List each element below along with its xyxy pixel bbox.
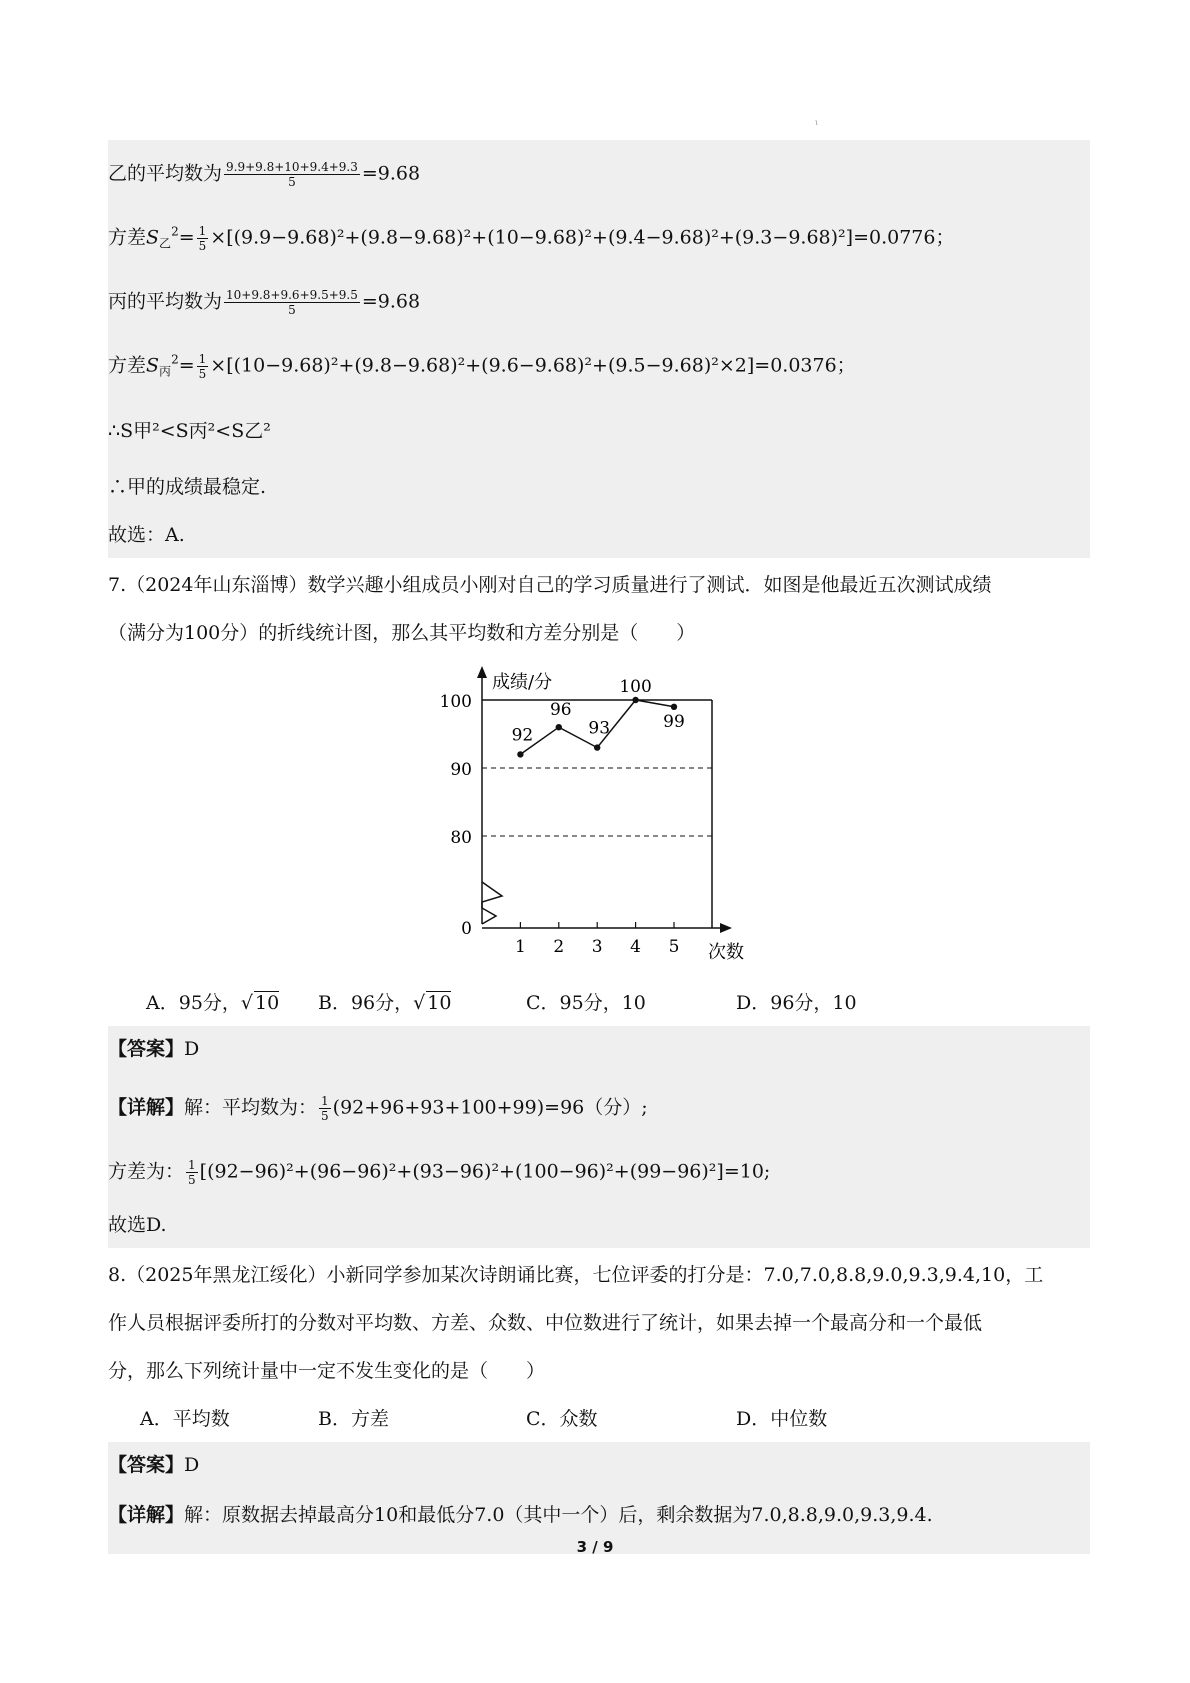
q7-option-a[interactable]: A．95分，√ 10 xyxy=(146,992,280,1014)
score-line-chart xyxy=(430,660,750,970)
c-mean-label: 丙的平均数为 xyxy=(108,290,223,313)
answer-tag: 【答案】 xyxy=(108,1454,185,1476)
q7-option-c[interactable]: C．95分，10 xyxy=(526,992,646,1014)
q7-answer-value: D xyxy=(184,1038,200,1060)
q7-answer-shade xyxy=(108,1026,1090,1248)
q7-choice-line: 故选D. xyxy=(108,1214,167,1236)
header-mark: ι xyxy=(815,118,819,127)
q7-option-b[interactable]: B．96分，√ 10 xyxy=(318,992,452,1014)
b-mean-fraction xyxy=(224,160,360,189)
q7-option-d[interactable]: D．96分，10 xyxy=(736,992,857,1014)
b-variance-line: 方差$S_乙^2=$ $\frac{1}{5}$ ×[(9.9−9.68)²+(9.8−9.68)²+(10−9.68)²+(9.4−9.68)²+(9.3−9.68)²]=0.0776； xyxy=(108,224,955,253)
q7-detail-mean-line: 【详解】解：平均数为： $\frac{1}{5}$ (92+96+93+100+99)=96（分）; xyxy=(108,1094,648,1123)
c-mean-denominator: 5 xyxy=(288,303,296,317)
q8-option-c[interactable]: C．众数 xyxy=(526,1408,598,1430)
data-point-1 xyxy=(517,751,523,757)
b-mean-line xyxy=(108,160,420,189)
page-number: 3 / 9 xyxy=(576,1538,614,1556)
detail-tag: 【详解】 xyxy=(108,1504,185,1526)
data-point-2 xyxy=(556,724,562,730)
axis-break xyxy=(482,882,502,924)
xtick-label-3: 3 xyxy=(591,937,603,957)
xtick-label-4: 4 xyxy=(630,937,642,957)
q8-stem-line-2: 作人员根据评委所打的分数对平均数、方差、众数、中位数进行了统计，如果去掉一个最高分和一个最低 xyxy=(108,1312,983,1334)
q8-answer-value: D xyxy=(184,1454,200,1476)
therefore-stable-line: ∴甲的成绩最稳定. xyxy=(108,476,267,498)
ytick-0: 0 xyxy=(461,919,472,939)
ytick-90: 90 xyxy=(450,760,472,780)
ytick-100: 100 xyxy=(439,692,472,712)
q8-answer-line xyxy=(108,1452,199,1478)
y-axis-title: 成绩/分 xyxy=(492,672,553,693)
c-variance-line: 方差$S_丙^2=$ $\frac{1}{5}$ ×[(10−9.68)²+(9.8−9.68)²+(9.6−9.68)²+(9.5−9.68)²×2]=0.0376； xyxy=(108,352,856,381)
c-var-label: 方差 xyxy=(108,354,147,377)
c-mean-line xyxy=(108,288,420,317)
choice-line-a: 故选：A. xyxy=(108,524,185,546)
b-mean-result: =9.68 xyxy=(361,162,421,185)
q8-option-b[interactable]: B．方差 xyxy=(318,1408,389,1430)
b-var-label: 方差 xyxy=(108,226,147,249)
b-var-expr: [(9.9−9.68)²+(9.8−9.68)²+(10−9.68)²+(9.4−9.68)²+(9.3−9.68)²]=0.0776； xyxy=(226,226,955,249)
q8-option-a[interactable]: A．平均数 xyxy=(140,1408,230,1430)
answer-tag: 【答案】 xyxy=(108,1038,185,1060)
xtick-label-2: 2 xyxy=(553,937,565,957)
data-label-3: 93 xyxy=(588,718,611,739)
q7-answer-line xyxy=(108,1036,199,1062)
xtick-label-5: 5 xyxy=(668,937,680,957)
q8-option-d[interactable]: D．中位数 xyxy=(736,1408,828,1430)
y-axis-arrow xyxy=(477,666,487,678)
c-mean-result: =9.68 xyxy=(361,290,421,313)
sqrt-icon: √ xyxy=(413,992,426,1014)
b-mean-denominator: 5 xyxy=(288,175,296,189)
therefore-variance-line: ∴S甲²<S丙²<S乙² xyxy=(108,420,271,442)
q8-stem-line-3: 分，那么下列统计量中一定不发生变化的是（ ） xyxy=(108,1360,546,1382)
q8-stem-line-1: 8.（2025年黑龙江绥化）小新同学参加某次诗朗诵比赛，七位评委的打分是：7.0,7.0,8.8,9.0,9.3,9.4,10，工 xyxy=(108,1264,1044,1286)
ytick-80: 80 xyxy=(450,828,472,848)
data-point-4 xyxy=(632,697,638,703)
c-var-sub: 丙 xyxy=(159,364,172,379)
q7-detail-variance-line: 方差为： $\frac{1}{5}$ [(92−96)²+(96−96)²+(93−96)²+(100−96)²+(99−96)²]=10; xyxy=(108,1158,771,1187)
data-label-5: 99 xyxy=(663,711,685,732)
detail-tag: 【详解】 xyxy=(108,1096,185,1119)
c-mean-numerator: 10+9.8+9.6+9.5+9.5 xyxy=(226,288,358,302)
data-point-3 xyxy=(594,744,600,750)
b-mean-numerator: 9.9+9.8+10+9.4+9.3 xyxy=(226,160,358,174)
x-axis-arrow xyxy=(720,923,732,933)
b-var-sub: 乙 xyxy=(159,236,172,251)
data-label-2: 96 xyxy=(549,700,572,721)
b-mean-label: 乙的平均数为 xyxy=(108,162,223,185)
c-var-expr: [(10−9.68)²+(9.8−9.68)²+(9.6−9.68)²+(9.5−9.68)²×2]=0.0376； xyxy=(226,354,856,377)
q7-stem-line-2: （满分为100分）的折线统计图，那么其平均数和方差分别是（ ） xyxy=(108,622,696,644)
data-label-4: 100 xyxy=(619,677,652,697)
q8-detail-line: 【详解】解：原数据去掉最高分10和最低分7.0（其中一个）后，剩余数据为7.0,8.8,9.0,9.3,9.4. xyxy=(108,1504,933,1526)
xtick-label-1: 1 xyxy=(514,937,526,957)
data-label-1: 92 xyxy=(511,725,534,746)
x-axis-title: 次数 xyxy=(708,942,744,963)
q7-stem-line-1: 7.（2024年山东淄博）数学兴趣小组成员小刚对自己的学习质量进行了测试．如图是他最近五次测试成绩 xyxy=(108,574,992,596)
c-mean-fraction xyxy=(224,288,360,317)
sqrt-icon: √ xyxy=(240,992,254,1014)
data-point-5 xyxy=(671,704,677,710)
